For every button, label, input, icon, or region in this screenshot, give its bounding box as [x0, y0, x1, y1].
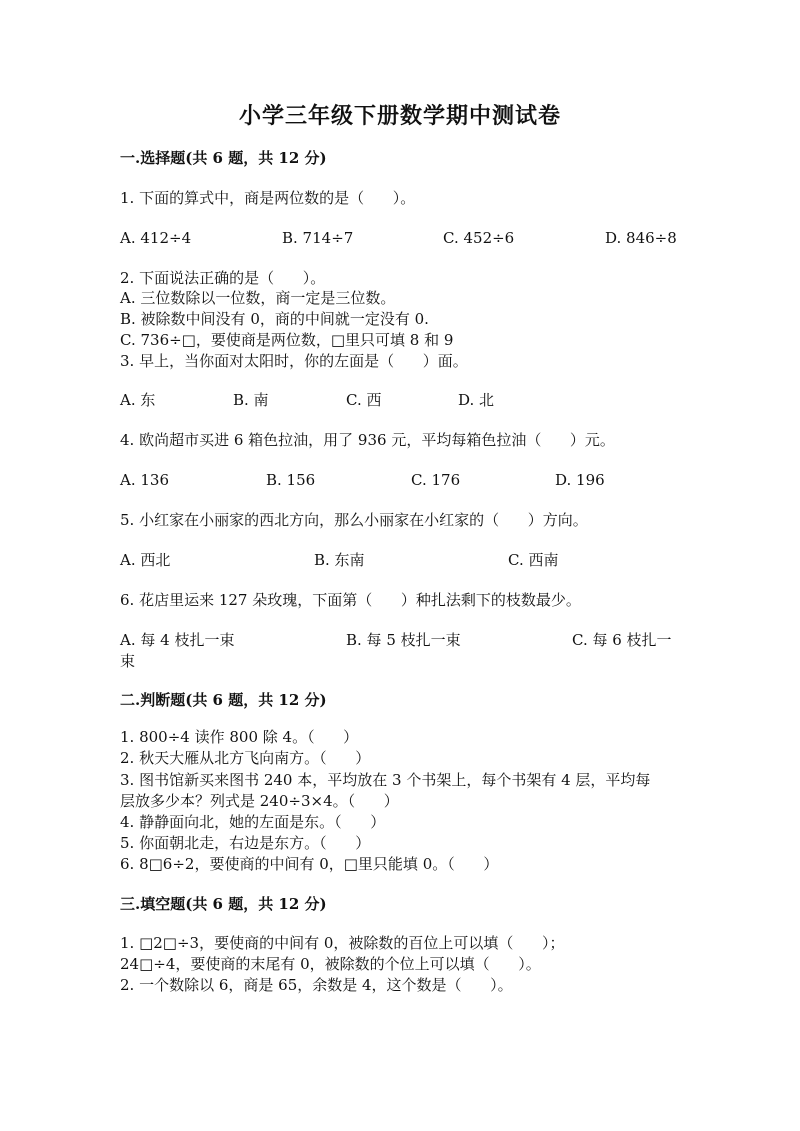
section-heading: 二.判断题(共 6 题，共 12 分): [120, 691, 327, 709]
option-c-line-1: C. 每 6 枝扎一: [572, 631, 672, 649]
question-text: 3. 早上，当你面对太阳时，你的左面是（ ）面。: [120, 352, 468, 370]
question-text: 1. 800÷4 读作 800 除 4。（ ）: [120, 728, 359, 746]
option-d: D. 196: [555, 471, 605, 489]
section-heading: 一.选择题(共 6 题，共 12 分): [120, 149, 327, 167]
question-text: 6. 8□6÷2，要使商的中间有 0，□里只能填 0。（ ）: [120, 855, 499, 873]
option-a: A. 西北: [120, 551, 171, 569]
option-c: C. 176: [411, 471, 461, 489]
option-c: C. 452÷6: [443, 229, 515, 247]
option-a: A. 每 4 枝扎一束: [120, 631, 235, 649]
question-text: 1. 下面的算式中，商是两位数的是（ ）。: [120, 189, 416, 207]
section-heading: 三.填空题(共 6 题，共 12 分): [120, 895, 327, 913]
option-c: C. 西南: [508, 551, 559, 569]
question-text: 3. 图书馆新买来图书 240 本，平均放在 3 个书架上，每个书架有 4 层，平均每: [120, 771, 651, 789]
option-c-line-2: 束: [120, 652, 136, 670]
option-b: B. 南: [233, 391, 269, 409]
question-text: 6. 花店里运来 127 朵玫瑰，下面第（ ）种扎法剩下的枝数最少。: [120, 591, 581, 609]
option-b: B. 每 5 枝扎一束: [346, 631, 461, 649]
question-text: 4. 欧尚超市买进 6 箱色拉油，用了 936 元，平均每箱色拉油（ ）元。: [120, 431, 615, 449]
option-c: C. 西: [346, 391, 382, 409]
question-text: 2. 秋天大雁从北方飞向南方。（ ）: [120, 749, 371, 767]
question-text: 1. □2□÷3，要使商的中间有 0，被除数的百位上可以填（ ）；: [120, 934, 565, 952]
option-b: B. 714÷7: [282, 229, 354, 247]
question-text: 4. 静静面向北，她的左面是东。（ ）: [120, 813, 386, 831]
option-b: B. 156: [266, 471, 316, 489]
question-text: 5. 你面朝北走，右边是东方。（ ）: [120, 834, 371, 852]
option-a: A. 三位数除以一位数，商一定是三位数。: [120, 289, 396, 307]
option-b: B. 被除数中间没有 0，商的中间就一定没有 0.: [120, 310, 429, 328]
question-text: 2. 下面说法正确的是（ ）。: [120, 269, 326, 287]
option-d: D. 北: [458, 391, 495, 409]
option-d: D. 846÷8: [605, 229, 677, 247]
option-a: A. 412÷4: [120, 229, 192, 247]
question-text: 2. 一个数除以 6，商是 65，余数是 4，这个数是（ ）。: [120, 976, 513, 994]
question-text: 5. 小红家在小丽家的西北方向，那么小丽家在小红家的（ ）方向。: [120, 511, 588, 529]
option-b: B. 东南: [314, 551, 365, 569]
option-a: A. 136: [120, 471, 169, 489]
question-text: 24□÷4，要使商的末尾有 0，被除数的个位上可以填（ ）。: [120, 955, 541, 973]
option-c: C. 736÷□，要使商是两位数，□里只可填 8 和 9: [120, 331, 454, 349]
page-title: 小学三年级下册数学期中测试卷: [238, 103, 561, 129]
question-text: 层放多少本？列式是 240÷3×4。（ ）: [120, 792, 399, 810]
option-a: A. 东: [120, 391, 156, 409]
